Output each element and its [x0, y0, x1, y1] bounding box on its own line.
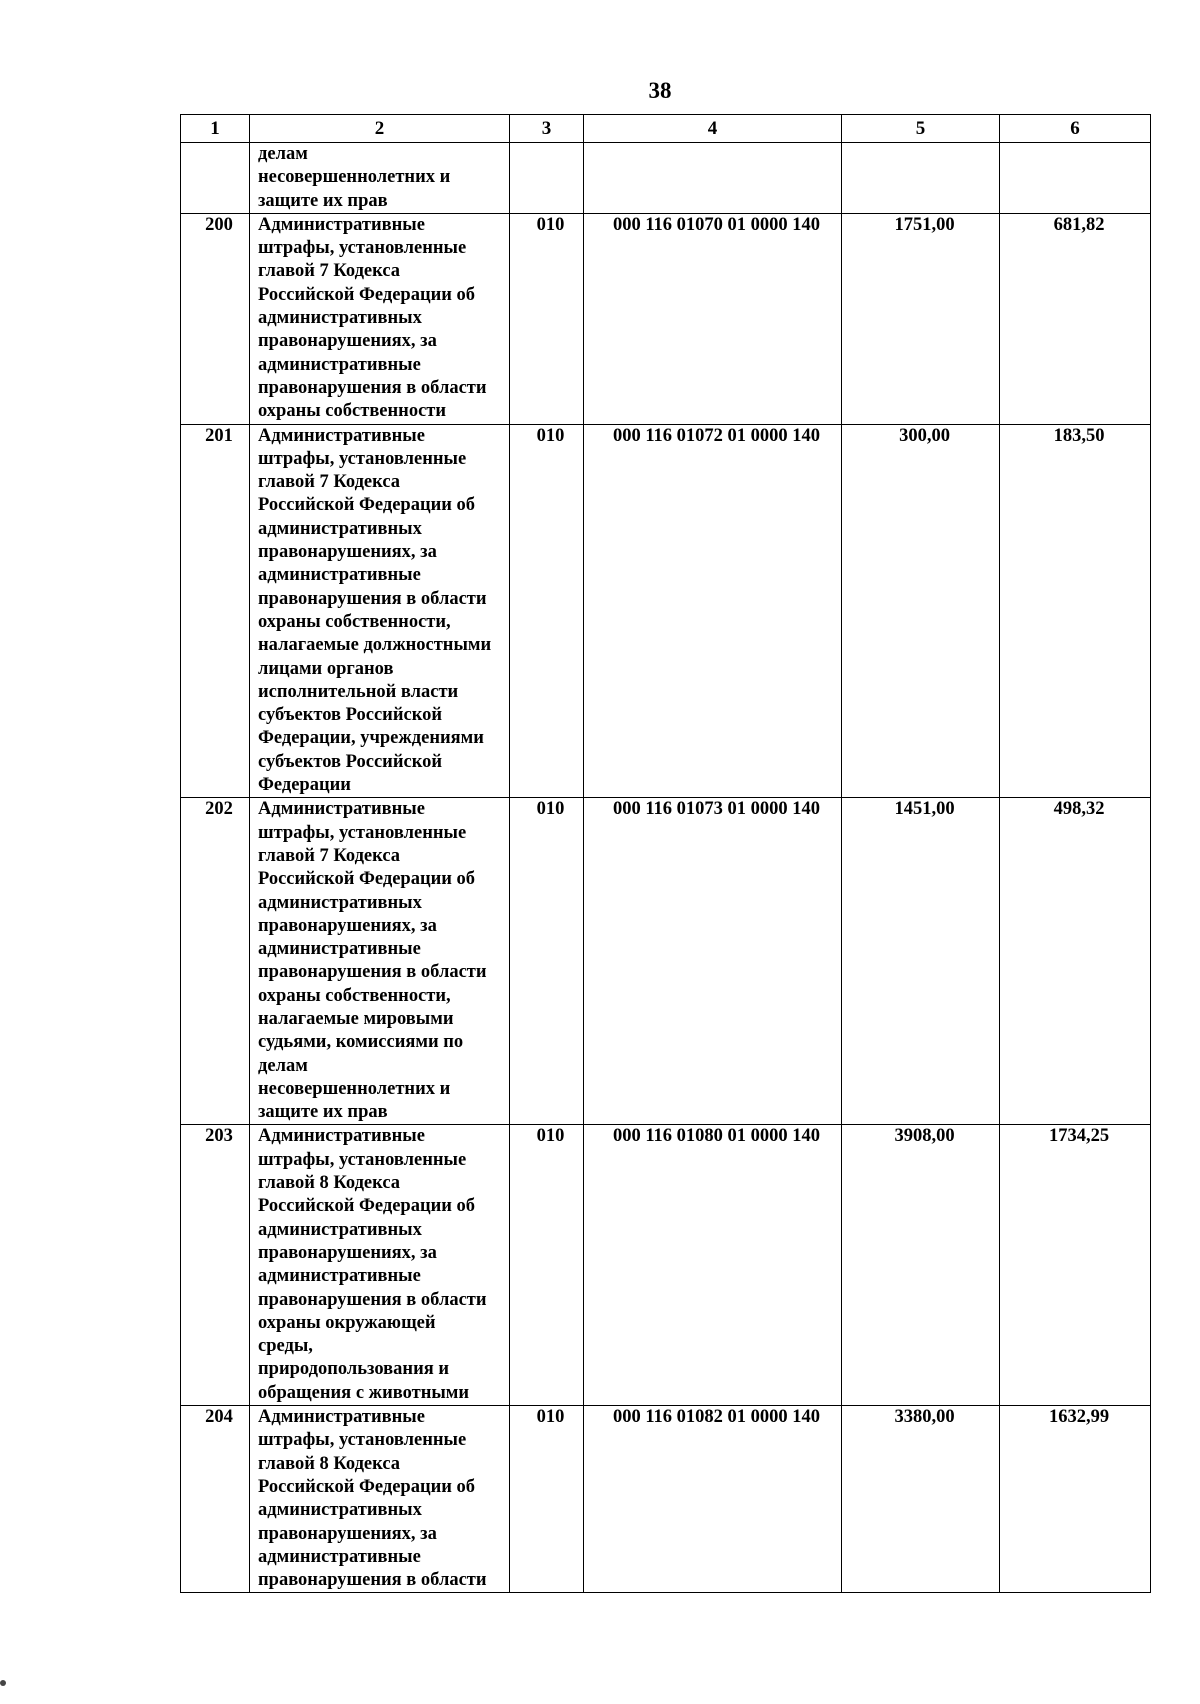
row-plan-value	[842, 143, 1000, 214]
scan-edge-mark	[0, 1680, 6, 1686]
row-admin-code	[510, 143, 584, 214]
table-row	[181, 1406, 1151, 1593]
row-budget-code	[584, 143, 842, 214]
row-admin-code: 010	[510, 1125, 584, 1406]
row-admin-code: 010	[510, 798, 584, 1125]
page-number: 38	[648, 78, 672, 103]
row-fact-value: 1734,25	[1000, 1125, 1151, 1406]
header-col-5: 5	[842, 115, 1000, 143]
header-col-3: 3	[510, 115, 584, 143]
row-number: 203	[181, 1125, 250, 1406]
row-budget-code: 000 116 01072 01 0000 140	[584, 424, 842, 798]
continuation-row	[181, 143, 1151, 214]
table-row	[181, 213, 1151, 424]
row-description: Административные штрафы, установленные главой 7 Кодекса Российской Федерации об административных правонарушениях, за административные правонарушения в области охраны собственности, налагаемые мировыми судьями, комиссиями по делам несовершеннолетних и защите их прав	[250, 798, 510, 1125]
header-col-1: 1	[181, 115, 250, 143]
row-number: 200	[181, 213, 250, 424]
row-fact-value	[1000, 143, 1151, 214]
row-budget-code: 000 116 01070 01 0000 140	[584, 213, 842, 424]
header-col-4: 4	[584, 115, 842, 143]
budget-table	[180, 114, 1151, 1593]
row-description: Административные штрафы, установленные главой 8 Кодекса Российской Федерации об административных правонарушениях, за административные правонарушения в области охраны окружающей среды, природопользования и обращения с животными	[250, 1125, 510, 1406]
table-row	[181, 1125, 1151, 1406]
row-number	[181, 143, 250, 214]
row-admin-code: 010	[510, 424, 584, 798]
header-col-6: 6	[1000, 115, 1151, 143]
row-description: Административные штрафы, установленные главой 8 Кодекса Российской Федерации об административных правонарушениях, за административные правонарушения в области	[250, 1406, 510, 1593]
row-admin-code: 010	[510, 213, 584, 424]
row-description: делам несовершеннолетних и защите их прав	[250, 143, 510, 214]
row-number: 202	[181, 798, 250, 1125]
row-budget-code: 000 116 01080 01 0000 140	[584, 1125, 842, 1406]
row-fact-value: 1632,99	[1000, 1406, 1151, 1593]
row-number: 204	[181, 1406, 250, 1593]
row-plan-value: 1451,00	[842, 798, 1000, 1125]
row-number: 201	[181, 424, 250, 798]
header-col-2: 2	[250, 115, 510, 143]
row-description: Административные штрафы, установленные главой 7 Кодекса Российской Федерации об административных правонарушениях, за административные правонарушения в области охраны собственности, налагаемые должностными лицами органов исполнительной власти субъектов Российской Федерации, учреждениями субъектов Российской Федерации	[250, 424, 510, 798]
row-fact-value: 183,50	[1000, 424, 1151, 798]
row-plan-value: 3908,00	[842, 1125, 1000, 1406]
row-fact-value: 498,32	[1000, 798, 1151, 1125]
row-budget-code: 000 116 01073 01 0000 140	[584, 798, 842, 1125]
table-row	[181, 798, 1151, 1125]
row-fact-value: 681,82	[1000, 213, 1151, 424]
row-description: Административные штрафы, установленные главой 7 Кодекса Российской Федерации об административных правонарушениях, за административные правонарушения в области охраны собственности	[250, 213, 510, 424]
row-admin-code: 010	[510, 1406, 584, 1593]
table-row	[181, 424, 1151, 798]
header-row	[181, 115, 1151, 143]
row-budget-code: 000 116 01082 01 0000 140	[584, 1406, 842, 1593]
row-plan-value: 1751,00	[842, 213, 1000, 424]
row-plan-value: 3380,00	[842, 1406, 1000, 1593]
row-plan-value: 300,00	[842, 424, 1000, 798]
